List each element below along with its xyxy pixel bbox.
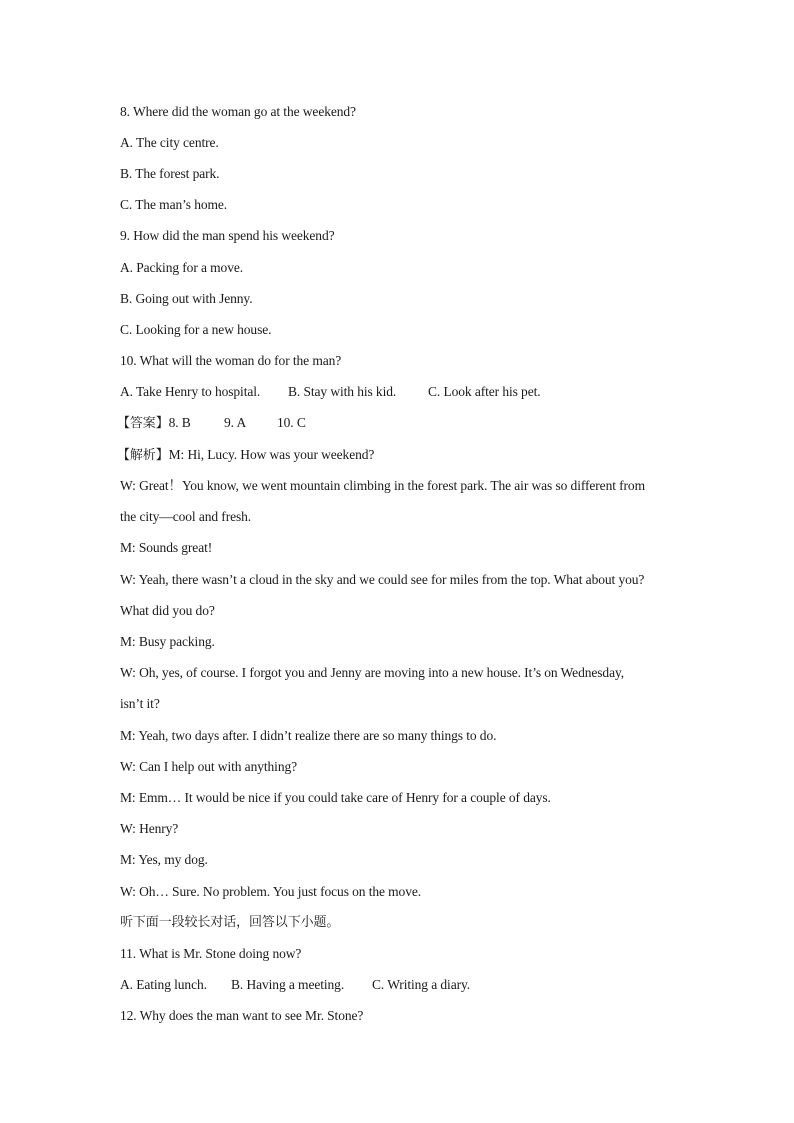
analysis-line-5: What did you do? [120, 603, 215, 618]
analysis-line-8: isn’t it? [120, 696, 160, 711]
analysis-line-6: M: Busy packing. [120, 634, 215, 649]
q8-option-b: B. The forest park. [120, 166, 220, 181]
q11-options [120, 976, 680, 994]
q10-options [120, 383, 680, 401]
q9-option-b: B. Going out with Jenny. [120, 291, 253, 306]
analysis-line-11: M: Emm… It would be nice if you could take care of Henry for a couple of days. [120, 790, 551, 805]
analysis-line-0: M: Hi, Lucy. How was your weekend? [168, 447, 375, 462]
listening-instruction: 听下面一段较长对话，回答以下小题。 [120, 915, 340, 930]
question-12: 12. Why does the man want to see Mr. Stone? [120, 1008, 364, 1023]
answer-10: 10. C [277, 415, 306, 430]
analysis-line-1: W: Great！You know, we went mountain climbing in the forest park. The air was so different from [120, 478, 645, 493]
q11-option-c: C. Writing a diary. [372, 977, 471, 992]
analysis-first-line [117, 446, 374, 465]
analysis-line-10: W: Can I help out with anything? [120, 759, 298, 774]
question-11: 11. What is Mr. Stone doing now? [120, 946, 302, 961]
q9-option-c: C. Looking for a new house. [120, 322, 272, 337]
answer-row [117, 414, 677, 433]
analysis-line-14: W: Oh… Sure. No problem. You just focus on the move. [120, 884, 422, 899]
question-10: 10. What will the woman do for the man? [120, 353, 342, 368]
analysis-line-2: the city—cool and fresh. [120, 509, 252, 524]
answer-8: 8. B [168, 415, 191, 430]
answer-label: 【答案】 [117, 416, 169, 431]
q11-option-a: A. Eating lunch. [120, 977, 207, 992]
analysis-line-3: M: Sounds great! [120, 540, 213, 555]
analysis-line-12: W: Henry? [120, 821, 179, 836]
question-9: 9. How did the man spend his weekend? [120, 228, 335, 243]
q10-option-a: A. Take Henry to hospital. [120, 384, 261, 399]
analysis-line-7: W: Oh, yes, of course. I forgot you and Jenny are moving into a new house. It’s on Wednesday, [120, 665, 625, 680]
q8-option-c: C. The man’s home. [120, 197, 228, 212]
q10-option-c: C. Look after his pet. [428, 384, 541, 399]
question-8: 8. Where did the woman go at the weekend? [120, 104, 356, 119]
q8-option-a: A. The city centre. [120, 135, 219, 150]
q11-option-b: B. Having a meeting. [231, 977, 345, 992]
analysis-line-13: M: Yes, my dog. [120, 852, 208, 867]
analysis-label: 【解析】 [117, 448, 169, 463]
q9-option-a: A. Packing for a move. [120, 260, 244, 275]
answer-9: 9. A [224, 415, 247, 430]
analysis-line-4: W: Yeah, there wasn’t a cloud in the sky and we could see for miles from the top. What about you? [120, 572, 645, 587]
analysis-line-9: M: Yeah, two days after. I didn’t realize there are so many things to do. [120, 728, 497, 743]
q10-option-b: B. Stay with his kid. [288, 384, 397, 399]
